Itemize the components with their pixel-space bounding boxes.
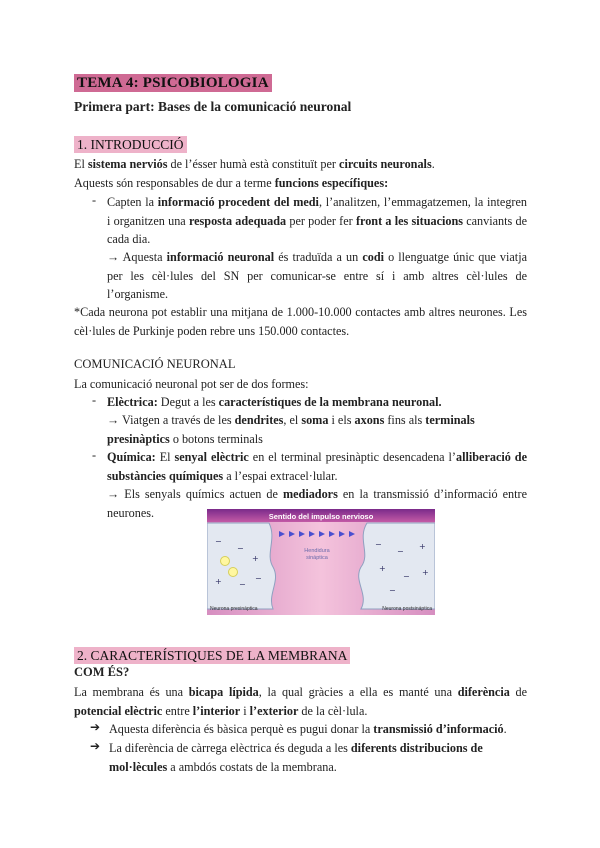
- intro-line-2: Aquests són responsables de dur a terme funcions específiques:: [74, 176, 389, 190]
- synapse-figure: [207, 509, 435, 615]
- arrow-bullet-icon: ➔: [90, 720, 101, 734]
- document-subtitle: Primera part: Bases de la comunicació neuronal: [74, 99, 352, 114]
- svg-text:−: −: [239, 580, 246, 589]
- presynaptic-label: Neurona presináptica: [210, 606, 258, 612]
- svg-text:−: −: [215, 537, 222, 546]
- svg-text:+: +: [215, 577, 222, 586]
- svg-text:−: −: [403, 572, 410, 581]
- membrane-paragraph: La membrana és una bicapa lípida, la qual gràcies a ella es manté una diferència de potencial elèctric entre l’interior i l’exterior de la cèl·lula.: [74, 685, 527, 718]
- vesicle: [229, 568, 238, 577]
- svg-text:−: −: [255, 574, 262, 583]
- postsynaptic-label: Neurona postsináptica: [382, 606, 432, 612]
- document-title-block: [74, 74, 272, 92]
- bullet-dash: -: [92, 193, 97, 207]
- svg-text:+: +: [419, 542, 426, 551]
- svg-text:−: −: [237, 544, 244, 553]
- section-1-heading-block: [74, 136, 187, 154]
- intro-line-1: El sistema nerviós de l’ésser humà està constituït per circuits neuronals.: [74, 157, 435, 171]
- postsynaptic-neuron-shape: [359, 523, 435, 609]
- bullet-electrica: Elèctrica: Degut a les característiques de la membrana neuronal.: [107, 395, 442, 409]
- note-purkinje: *Cada neurona pot establir una mitjana de 1.000-10.000 contactes amb altres neurones. Les cèl·lules de Purkinje poden rebre uns 150.000 contactes.: [74, 305, 527, 338]
- bullet-capten: Capten la informació procedent del medi, l’analitzen, l’emmagatzemen, la integren i organitzen una resposta adequada per poder fer front a les situacions canviants de cada dia.: [107, 195, 528, 246]
- section-2-heading-block: [74, 647, 350, 665]
- svg-text:−: −: [375, 540, 382, 549]
- svg-text:−: −: [397, 547, 404, 556]
- svg-text:+: +: [422, 568, 429, 577]
- bullet-quimica: Química: El senyal elèctric en el terminal presinàptic desencadena l’alliberació de substàncies químiques a l’espai extracel·lular.: [107, 450, 527, 483]
- section-1-heading: 1. INTRODUCCIÓ: [74, 136, 187, 153]
- arrow-item-transmissio: Aquesta diferència és bàsica perquè es pugui donar la transmissió d’informació.: [109, 722, 507, 736]
- comunicacio-intro: La comunicació neuronal pot ser de dos formes:: [74, 377, 309, 391]
- section-2-subheading: COM ÉS?: [74, 665, 130, 679]
- cleft-label-line-2: sináptica: [306, 555, 328, 561]
- bullet-dash: -: [92, 448, 97, 462]
- arrow-paragraph-quimica: → Els senyals químics actuen de mediadors en la transmissió d’informació entre neurones.: [107, 487, 527, 520]
- svg-text:+: +: [252, 554, 259, 563]
- svg-text:−: −: [389, 586, 396, 595]
- bullet-dash: -: [92, 393, 97, 407]
- arrow-item-carrega: La diferència de càrrega elèctrica és deguda a les diferents distribucions de mol·lècules a ambdós costats de la membrana.: [109, 741, 483, 774]
- arrow-paragraph-informacio: → Aquesta informació neuronal és traduïda a un codi o llenguatge únic que viatja per les cèl·lules del SN per comunicar-se entre sí i amb altres cèl·lules de l’organisme.: [107, 250, 527, 301]
- arrow-paragraph-electrica: → Viatgen a través de les dendrites, el soma i els axons fins als terminals presinàptics o botons terminals: [107, 413, 475, 446]
- figure-top-label: Sentido del impulso nervioso: [268, 512, 374, 521]
- presynaptic-neuron-shape: [207, 523, 276, 609]
- cleft-label-line-1: Hendidura: [304, 548, 330, 554]
- comunicacio-heading: COMUNICACIÓ NEURONAL: [74, 357, 236, 371]
- section-2-heading: 2. CARACTERÍSTIQUES DE LA MEMBRANA: [74, 647, 350, 664]
- vesicle: [221, 557, 230, 566]
- arrow-bullet-icon: ➔: [90, 739, 101, 753]
- svg-text:+: +: [379, 564, 386, 573]
- document-title: TEMA 4: PSICOBIOLOGIA: [74, 74, 272, 92]
